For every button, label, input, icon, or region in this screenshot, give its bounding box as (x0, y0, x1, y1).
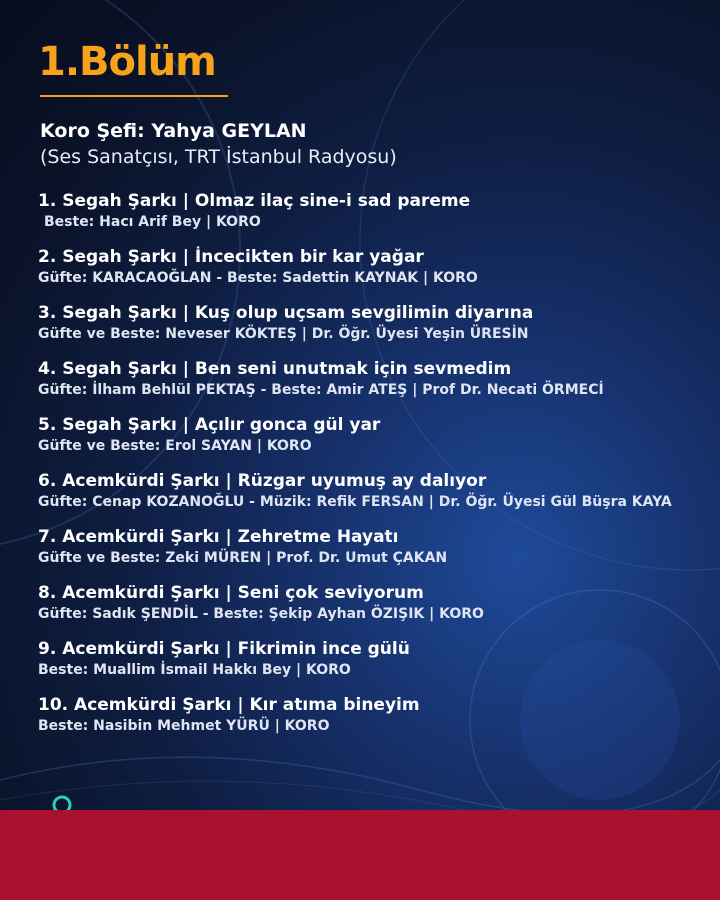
section-title: 1.Bölüm (38, 39, 216, 85)
list-item (38, 694, 678, 737)
song-title: 8. Acemkürdi Şarkı | Seni çok seviyorum (38, 583, 424, 603)
song-title: 3. Segah Şarkı | Kuş olup uçsam sevgilimin diyarına (38, 303, 534, 323)
conductor-block (40, 118, 397, 170)
song-title: 9. Acemkürdi Şarkı | Fikrimin ince gülü (38, 639, 410, 659)
list-item (38, 190, 678, 233)
song-credits: Beste: Muallim İsmail Hakkı Bey | KORO (38, 662, 351, 678)
list-item (38, 358, 678, 401)
list-item (38, 638, 678, 681)
list-item (38, 470, 678, 513)
song-credits: Güfte: Cenap KOZANOĞLU - Müzik: Refik FERSAN | Dr. Öğr. Üyesi Gül Büşra KAYA (38, 494, 672, 510)
song-title: 6. Acemkürdi Şarkı | Rüzgar uyumuş ay dalıyor (38, 471, 487, 491)
list-item (38, 246, 678, 289)
song-credits: Güfte ve Beste: Neveser KÖKTEŞ | Dr. Öğr. Üyesi Yeşin ÜRESİN (38, 326, 529, 342)
list-item (38, 302, 678, 345)
song-title: 1. Segah Şarkı | Olmaz ilaç sine-i sad pareme (38, 191, 471, 211)
song-credits: Beste: Nasibin Mehmet YÜRÜ | KORO (38, 718, 330, 734)
list-item (38, 526, 678, 569)
song-title: 7. Acemkürdi Şarkı | Zehretme Hayatı (38, 527, 399, 547)
title-underline (40, 95, 228, 97)
song-title: 10. Acemkürdi Şarkı | Kır atıma bineyim (38, 695, 420, 715)
list-item (38, 414, 678, 457)
song-credits: Güfte: KARACAOĞLAN - Beste: Sadettin KAYNAK | KORO (38, 270, 478, 286)
song-credits: Güfte: Sadık ŞENDİL - Beste: Şekip Ayhan ÖZIŞIK | KORO (38, 606, 484, 622)
conductor-role: (Ses Sanatçısı, TRT İstanbul Radyosu) (40, 146, 397, 168)
song-credits: Güfte ve Beste: Erol SAYAN | KORO (38, 438, 312, 454)
list-item (38, 582, 678, 625)
conductor-name: Koro Şefi: Yahya GEYLAN (40, 120, 307, 142)
song-title: 4. Segah Şarkı | Ben seni unutmak için sevmedim (38, 359, 512, 379)
song-credits: Güfte: İlham Behlül PEKTAŞ - Beste: Amir ATEŞ | Prof Dr. Necati ÖRMECİ (38, 382, 604, 398)
song-credits: Beste: Hacı Arif Bey | KORO (44, 214, 261, 230)
song-title: 5. Segah Şarkı | Açılır gonca gül yar (38, 415, 381, 435)
song-title: 2. Segah Şarkı | İncecikten bir kar yağar (38, 247, 424, 267)
song-credits: Güfte ve Beste: Zeki MÜREN | Prof. Dr. Umut ÇAKAN (38, 550, 448, 566)
song-list (38, 190, 678, 750)
footer-bar (0, 810, 720, 900)
